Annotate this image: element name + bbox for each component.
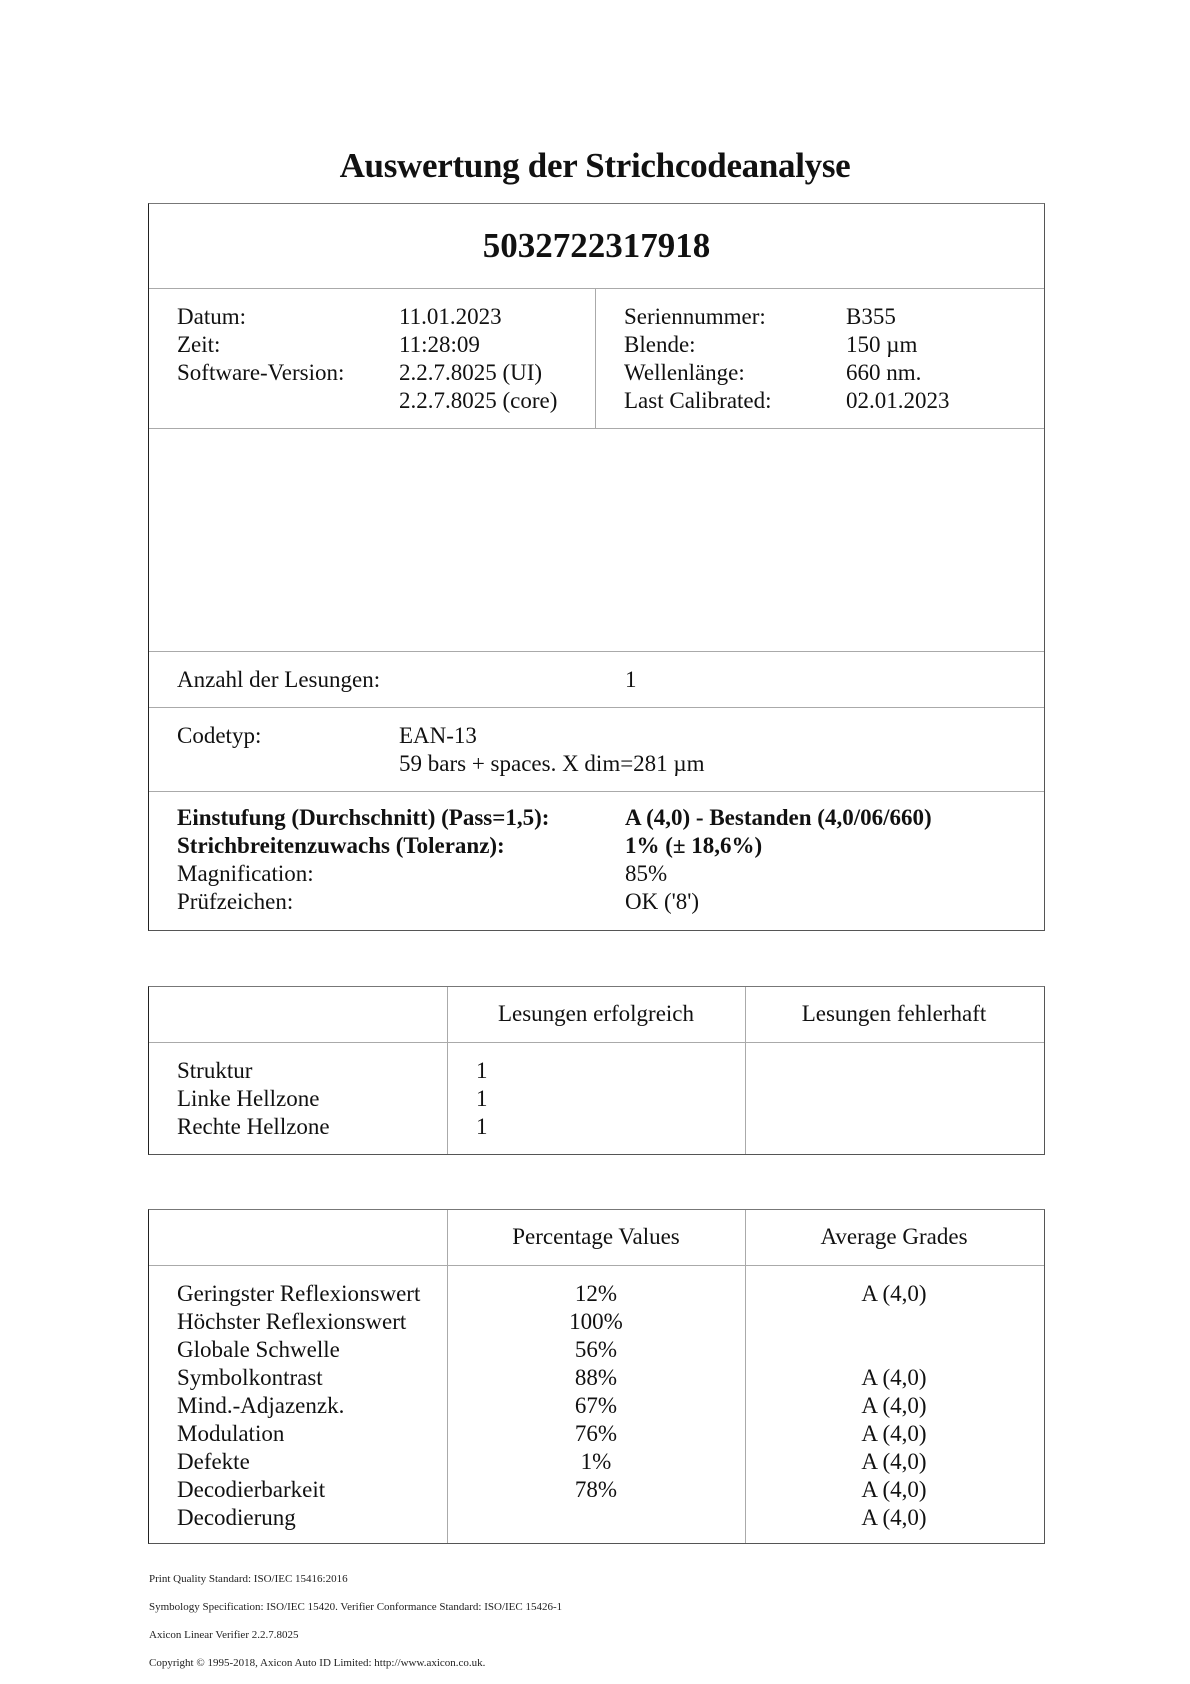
reads-table-header bbox=[149, 987, 1044, 1043]
parameters-table bbox=[148, 1209, 1045, 1544]
info-value-wavelength: 660 nm. bbox=[846, 360, 922, 385]
table-row-label: Linke Hellzone bbox=[177, 1086, 320, 1111]
param-name: Geringster Reflexionswert bbox=[177, 1281, 421, 1306]
summary-value-checkdigit: OK ('8') bbox=[625, 889, 700, 914]
info-value-date: 11.01.2023 bbox=[399, 304, 502, 329]
info-box bbox=[148, 203, 1045, 931]
info-value-serial: B355 bbox=[846, 304, 896, 329]
codetype-value: EAN-13 bbox=[399, 723, 477, 748]
param-grade: A (4,0) bbox=[861, 1365, 927, 1390]
report-title: Auswertung der Strichcodeanalyse bbox=[339, 146, 851, 185]
footer-quality-standard: Print Quality Standard: ISO/IEC 15416:2016 bbox=[149, 1573, 348, 1585]
summary-label-grade: Einstufung (Durchschnitt) (Pass=1,5): bbox=[177, 805, 550, 830]
param-name: Höchster Reflexionswert bbox=[177, 1309, 407, 1334]
header-successful-reads: Lesungen erfolgreich bbox=[497, 1001, 695, 1026]
scan-count-value: 1 bbox=[625, 667, 637, 692]
scan-count-label: Anzahl der Lesungen: bbox=[177, 667, 381, 692]
summary-label-checkdigit: Prüfzeichen: bbox=[177, 889, 294, 914]
param-pct: 12% bbox=[574, 1281, 618, 1306]
table-row-label: Rechte Hellzone bbox=[177, 1114, 330, 1139]
info-value-version-ui: 2.2.7.8025 (UI) bbox=[399, 360, 543, 385]
info-label: Blende: bbox=[624, 332, 696, 357]
param-name: Defekte bbox=[177, 1449, 250, 1474]
info-value-calibrated: 02.01.2023 bbox=[846, 388, 950, 413]
device-info-row bbox=[149, 289, 1044, 429]
param-pct: 76% bbox=[574, 1421, 618, 1446]
table-cell-ok: 1 bbox=[476, 1086, 488, 1111]
codetype-detail: 59 bars + spaces. X dim=281 µm bbox=[399, 751, 705, 776]
param-grade bbox=[745, 1336, 1043, 1364]
parameters-table-body bbox=[149, 1266, 1044, 1543]
reads-table-body bbox=[149, 1043, 1044, 1154]
summary-value-grade: A (4,0) - Bestanden (4,0/06/660) bbox=[625, 805, 932, 830]
info-label bbox=[177, 387, 344, 415]
header-failed-reads: Lesungen fehlerhaft bbox=[801, 1001, 987, 1026]
info-value-version-core: 2.2.7.8025 (core) bbox=[399, 388, 558, 413]
scan-count-row bbox=[149, 652, 1044, 708]
param-pct: 56% bbox=[574, 1337, 618, 1362]
barcode-image-area bbox=[149, 429, 1044, 652]
table-row-label: Struktur bbox=[177, 1058, 253, 1083]
footer-copyright: Copyright © 1995-2018, Axicon Auto ID Limited: http://www.axicon.co.uk. bbox=[149, 1657, 486, 1669]
param-pct: 88% bbox=[574, 1365, 618, 1390]
header-average-grades: Average Grades bbox=[820, 1224, 968, 1249]
summary-label-magnification: Magnification: bbox=[177, 861, 314, 886]
param-name: Symbolkontrast bbox=[177, 1365, 323, 1390]
param-grade: A (4,0) bbox=[861, 1393, 927, 1418]
param-name: Decodierbarkeit bbox=[177, 1477, 326, 1502]
parameters-table-header bbox=[149, 1210, 1044, 1266]
param-name: Modulation bbox=[177, 1421, 285, 1446]
param-grade bbox=[745, 1308, 1043, 1336]
param-grade: A (4,0) bbox=[861, 1477, 927, 1502]
param-name: Mind.-Adjazenzk. bbox=[177, 1393, 345, 1418]
param-pct bbox=[447, 1504, 745, 1532]
divider bbox=[595, 289, 596, 428]
info-label: Software-Version: bbox=[177, 360, 345, 385]
summary-label-bwg: Strichbreitenzuwachs (Toleranz): bbox=[177, 833, 505, 858]
param-pct: 78% bbox=[574, 1477, 618, 1502]
param-grade: A (4,0) bbox=[861, 1505, 927, 1530]
barcode-number-row bbox=[149, 204, 1044, 289]
param-name: Globale Schwelle bbox=[177, 1337, 340, 1362]
param-name: Decodierung bbox=[177, 1505, 296, 1530]
param-pct: 67% bbox=[574, 1393, 618, 1418]
header-percentage-values: Percentage Values bbox=[512, 1224, 680, 1249]
param-grade: A (4,0) bbox=[861, 1421, 927, 1446]
codetype-row bbox=[149, 708, 1044, 792]
summary-row bbox=[149, 792, 1044, 930]
footer-symbology-spec: Symbology Specification: ISO/IEC 15420. Verifier Conformance Standard: ISO/IEC 15426-1 bbox=[149, 1601, 563, 1613]
info-label: Last Calibrated: bbox=[624, 388, 772, 413]
info-label: Datum: bbox=[177, 304, 246, 329]
table-cell-ok: 1 bbox=[476, 1114, 488, 1139]
info-value-aperture: 150 µm bbox=[846, 332, 918, 357]
table-cell-ok: 1 bbox=[476, 1058, 488, 1083]
info-label: Zeit: bbox=[177, 332, 221, 357]
reads-table bbox=[148, 986, 1045, 1155]
info-label: Wellenlänge: bbox=[624, 360, 745, 385]
info-value-time: 11:28:09 bbox=[399, 332, 480, 357]
param-pct: 1% bbox=[580, 1449, 612, 1474]
param-pct: 100% bbox=[569, 1309, 623, 1334]
summary-value-magnification: 85% bbox=[625, 861, 668, 886]
barcode-number: 5032722317918 bbox=[482, 226, 711, 265]
param-grade: A (4,0) bbox=[861, 1449, 927, 1474]
info-label: Seriennummer: bbox=[624, 304, 766, 329]
codetype-label: Codetyp: bbox=[177, 723, 262, 748]
footer-verifier-version: Axicon Linear Verifier 2.2.7.8025 bbox=[149, 1629, 299, 1641]
param-grade: A (4,0) bbox=[861, 1281, 927, 1306]
summary-value-bwg: 1% (± 18,6%) bbox=[625, 833, 763, 858]
